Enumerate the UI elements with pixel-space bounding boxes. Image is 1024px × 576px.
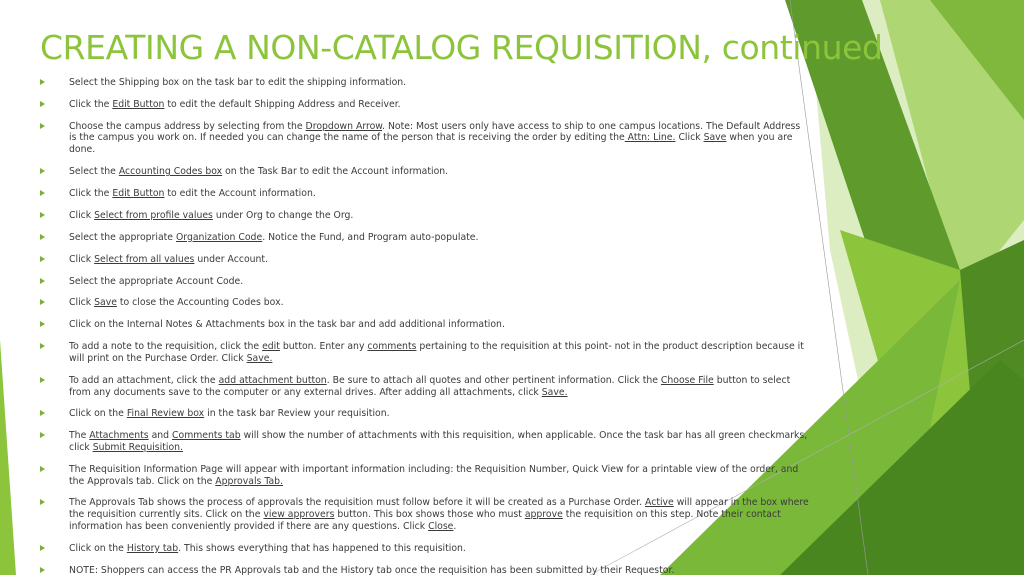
underlined-term: comments xyxy=(367,341,417,353)
bullet-arrow-icon xyxy=(40,499,45,505)
bullet-arrow-icon xyxy=(40,212,45,218)
underlined-term: History tab xyxy=(126,542,179,554)
bullet-text: Click xyxy=(69,253,95,265)
bullet-item xyxy=(40,99,810,111)
bullet-text: NOTE: Shoppers can access the PR Approvals tab and the History tab once the requisition has been submitted by their Requestor. xyxy=(69,564,675,576)
bullet-arrow-icon xyxy=(40,321,45,327)
underlined-term: Close xyxy=(428,520,454,532)
bullet-item xyxy=(40,319,810,331)
bullet-arrow-icon xyxy=(40,123,45,129)
instruction-list xyxy=(40,77,810,576)
bullet-arrow-icon xyxy=(40,432,45,438)
bullet-arrow-icon xyxy=(40,79,45,85)
underlined-term: view approvers xyxy=(263,509,335,521)
bullet-text: To add a note to the requisition, click the xyxy=(69,341,263,353)
underlined-term: Choose File xyxy=(660,374,714,386)
bullet-text: Click on the xyxy=(69,542,127,554)
bullet-text: Select the Shipping box on the task bar to edit the shipping information. xyxy=(69,77,407,88)
bullet-text: to edit the default Shipping Address and Receiver. xyxy=(164,98,401,110)
bullet-text: Click the xyxy=(69,98,113,110)
underlined-term: add attachment button xyxy=(218,374,327,386)
bullet-arrow-icon xyxy=(40,101,45,107)
bullet-item xyxy=(40,297,810,309)
bullet-item xyxy=(40,430,810,453)
underlined-term: Edit Button xyxy=(112,187,165,199)
underlined-term: Save. xyxy=(246,352,273,364)
bullet-arrow-icon xyxy=(40,343,45,349)
bullet-text: to close the Accounting Codes box. xyxy=(116,297,284,309)
bullet-text: . Notice the Fund, and Program auto-populate. xyxy=(262,231,479,243)
bullet-text: under Account. xyxy=(194,253,269,265)
bullet-text: and xyxy=(148,430,173,442)
bullet-arrow-icon xyxy=(40,234,45,240)
underlined-term: Accounting Codes box xyxy=(118,166,223,178)
bullet-text: . xyxy=(453,520,457,532)
bullet-text: to edit the Account information. xyxy=(164,187,316,199)
bullet-text: Select the xyxy=(69,166,119,178)
bullet-arrow-icon xyxy=(40,168,45,174)
bullet-text: the requisition on this step. Note their contact information has been conveniently provided if there are any questions. Click xyxy=(69,509,781,532)
underlined-term: Submit Requisition. xyxy=(92,441,183,453)
bullet-text: The xyxy=(69,430,90,442)
bullet-text: Click on the xyxy=(69,408,127,420)
underlined-term: Edit Button xyxy=(112,98,165,110)
bullet-text: button. This box shows those who must xyxy=(334,509,525,521)
bullet-text: Click on the Internal Notes & Attachments box in the task bar and add additional information. xyxy=(69,319,505,331)
underlined-term: Select from all values xyxy=(94,253,195,265)
underlined-term: Approvals Tab. xyxy=(215,475,284,487)
bullet-arrow-icon xyxy=(40,278,45,284)
bullet-item xyxy=(40,254,810,266)
underlined-term: Save xyxy=(94,297,117,309)
bullet-arrow-icon xyxy=(40,567,45,573)
underlined-term: Attn: Line. xyxy=(624,132,676,144)
underlined-term: Save. xyxy=(541,386,568,398)
underlined-term: Dropdown Arrow xyxy=(305,120,383,132)
bullet-text: The Requisition Information Page will appear with important information including: the Requisition Number, Quick View for a printable view of the order, and the Approvals tab. Click on the xyxy=(69,463,799,487)
bullet-text: pertaining to the requisition at this point- not in the product description because it will print on the Purchase Order. Click xyxy=(69,341,804,364)
underlined-term: Comments tab xyxy=(172,430,241,442)
underlined-term: approve xyxy=(524,509,563,521)
bullet-text: Click the xyxy=(69,187,113,199)
bullet-text: . This shows everything that has happened to this requisition. xyxy=(178,542,466,554)
bullet-text: Select the appropriate xyxy=(69,231,176,243)
bullet-arrow-icon xyxy=(40,377,45,383)
bullet-item xyxy=(40,497,810,532)
bullet-item xyxy=(40,565,810,576)
bullet-text: . Be sure to attach all quotes and other pertinent information. Click the xyxy=(326,374,661,386)
bullet-item xyxy=(40,77,810,89)
underlined-term: edit xyxy=(262,341,280,353)
bullet-item xyxy=(40,464,810,487)
bullet-text: The Approvals Tab shows the process of approvals the requisition must follow before it will be created as a Purchase Order. xyxy=(69,497,646,509)
underlined-term: Select from profile values xyxy=(94,209,213,221)
bullet-text: Click xyxy=(675,132,704,144)
bullet-text: Click xyxy=(69,209,95,221)
bullet-text: Select the appropriate Account Code. xyxy=(69,275,244,287)
underlined-term: Organization Code xyxy=(175,231,263,243)
bullet-arrow-icon xyxy=(40,466,45,472)
bullet-text: button. Enter any xyxy=(279,341,368,353)
bullet-text: on the Task Bar to edit the Account information. xyxy=(222,166,449,178)
underlined-term: Save xyxy=(703,132,727,144)
bullet-item xyxy=(40,276,810,288)
bullet-item xyxy=(40,188,810,200)
bullet-text: Click xyxy=(69,297,95,309)
bullet-text: Choose the campus address by selecting from the xyxy=(69,120,306,132)
underlined-term: Attachments xyxy=(89,430,149,442)
bullet-item xyxy=(40,210,810,222)
bullet-text: under Org to change the Org. xyxy=(212,209,354,221)
bullet-text: in the task bar Review your requisition. xyxy=(204,408,390,420)
bullet-item xyxy=(40,232,810,244)
bullet-item xyxy=(40,408,810,420)
bullet-text: will show the number of attachments with this requisition, when applicable. Once the task bar has all green checkmarks, click xyxy=(69,430,808,453)
bullet-item xyxy=(40,121,810,156)
bullet-arrow-icon xyxy=(40,256,45,262)
bullet-text: will appear in the box where the requisition currently sits. Click on the xyxy=(69,497,809,521)
bullet-item xyxy=(40,341,810,364)
underlined-term: Final Review box xyxy=(126,408,205,420)
bullet-arrow-icon xyxy=(40,545,45,551)
bullet-arrow-icon xyxy=(40,299,45,305)
bullet-item xyxy=(40,166,810,178)
bullet-item xyxy=(40,375,810,398)
underlined-term: Active xyxy=(645,497,674,509)
left-green-sliver xyxy=(0,340,16,575)
bullet-text: . Note: Most users only have access to ship to one campus locations. The Default Address is the campus you work on. If needed you can change the name of the person that is receiving the order by editing the xyxy=(69,120,801,144)
bullet-item xyxy=(40,543,810,555)
slide-title: CREATING A NON-CATALOG REQUISITION, continued xyxy=(40,28,883,67)
bullet-text: when you are done. xyxy=(69,132,793,156)
bullet-arrow-icon xyxy=(40,190,45,196)
bullet-text: button to select from any documents save to the computer or any external drives. After adding all attachments, click xyxy=(69,374,791,398)
bullet-text: To add an attachment, click the xyxy=(69,374,219,386)
bullet-arrow-icon xyxy=(40,410,45,416)
